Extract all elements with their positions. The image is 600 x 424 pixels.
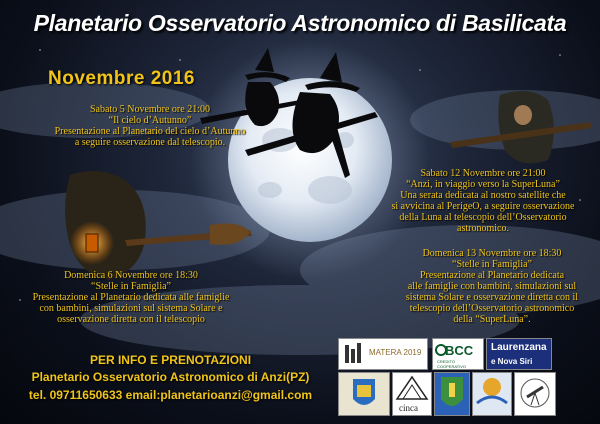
page-title: Planetario Osservatorio Astronomico di Basilicata <box>33 10 567 36</box>
event-title: “Il cielo d’Autunno” <box>108 115 192 126</box>
telescope-icon <box>515 373 555 415</box>
event-date: Sabato 5 Novembre ore 21:00 <box>90 104 210 115</box>
logo-municipality-shield <box>434 372 470 416</box>
event-desc-line: a seguire osservazione dal telescopio. <box>74 137 226 148</box>
event-desc-line: sistema Solare e osservazione diretta con il <box>405 292 579 303</box>
logo-bcc <box>432 338 484 370</box>
event-desc-line: alle famiglie con bambini, simulazioni sul <box>407 281 577 292</box>
observatory-icon <box>473 373 511 415</box>
matera-label: MATERA 2019 <box>369 348 422 357</box>
bcc-sub-label: CREDITO COOPERATIVO <box>437 359 467 369</box>
event-nov-6 <box>6 270 256 325</box>
info-heading: PER INFO E PRENOTAZIONI <box>89 353 252 367</box>
logo-planetario <box>514 372 556 416</box>
bcc-label: BCC <box>445 343 474 358</box>
cinca-label: cinca <box>399 403 418 413</box>
event-desc-line: della “SuperLuna”. <box>453 314 531 325</box>
event-desc-line: Presentazione al Planetario del cielo d’Autunno <box>54 126 246 137</box>
event-nov-12 <box>368 168 598 234</box>
event-desc-line: osservazione diretta con il telescopio <box>57 314 205 325</box>
logo-matera-2019 <box>338 338 428 370</box>
event-title: “Stelle in Famiglia” <box>91 281 171 292</box>
event-desc-line: Una serata dedicata al nostro satellite che <box>400 190 566 201</box>
laurenzana-label: Laurenzana <box>491 342 547 353</box>
cinca-icon <box>393 373 431 403</box>
nova-siri-label: e Nova Siri <box>491 357 533 366</box>
event-date: Domenica 6 Novembre ore 18:30 <box>64 270 198 281</box>
info-block <box>8 352 333 404</box>
info-contact: tel. 09711650633 email:planetarioanzi@gmail.com <box>28 388 313 402</box>
event-desc-line: con bambini, simulazioni sul sistema Solare e <box>39 303 223 314</box>
event-title: “Stelle in Famiglia” <box>452 259 532 270</box>
info-organization: Planetario Osservatorio Astronomico di Anzi(PZ) <box>31 370 310 384</box>
event-desc-line: si avvicina al PerigeO, a seguire osservazione <box>391 201 575 212</box>
shield-icon <box>435 373 469 415</box>
logo-coat-of-arms <box>338 372 390 416</box>
event-desc-line: Presentazione al Planetario dedicata <box>419 270 565 281</box>
event-date: Sabato 12 Novembre ore 21:00 <box>420 168 546 179</box>
logo-cinca <box>392 372 432 416</box>
event-desc-line: telescopio dell’Osservatorio astronomico <box>409 303 575 314</box>
bcc-icon <box>435 344 447 356</box>
event-desc-line: Presentazione al Planetario dedicata alle famiglie <box>32 292 230 303</box>
event-desc-line: astronomico. <box>457 223 509 234</box>
month-heading: Novembre 2016 <box>48 68 195 89</box>
event-title: “Anzi, in viaggio verso la SuperLuna” <box>406 179 560 190</box>
emblem-icon <box>339 373 389 415</box>
event-desc-line: della Luna al telescopio dell’Osservatorio <box>399 212 567 223</box>
event-nov-13 <box>386 248 598 325</box>
logo-laurenzana <box>486 338 552 370</box>
event-nov-5 <box>40 104 260 148</box>
logo-osservatorio <box>472 372 512 416</box>
event-date: Domenica 13 Novembre ore 18:30 <box>422 248 562 259</box>
